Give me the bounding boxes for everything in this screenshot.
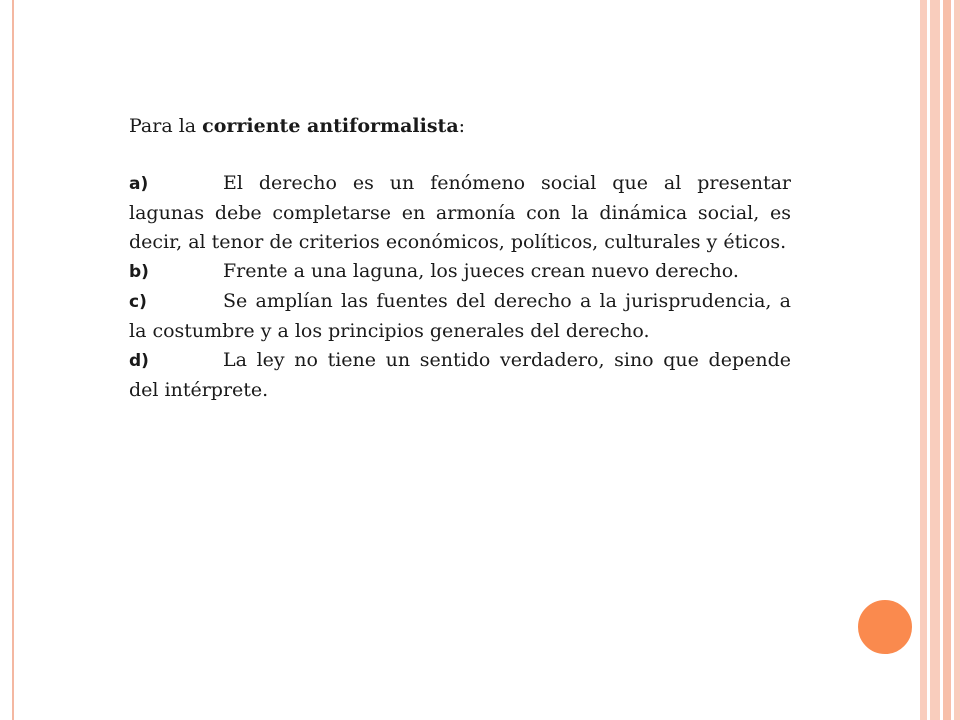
intro-bold-term: corriente antiformalista — [202, 115, 459, 137]
right-decorative-stripes — [918, 0, 960, 720]
list-item-d — [129, 346, 791, 405]
intro-prefix: Para la — [129, 115, 197, 137]
item-label: a) — [129, 174, 149, 194]
item-text: Frente a una laguna, los jueces crean nuevo derecho. — [223, 260, 739, 282]
intro-suffix: : — [458, 115, 466, 137]
item-label: d) — [129, 351, 149, 371]
item-text: Se amplían las fuentes del derecho a la jurisprudencia, a la costumbre y a los principios generales del derecho. — [129, 290, 791, 342]
list-item-a — [129, 169, 791, 257]
item-label: b) — [129, 262, 149, 282]
slide-content — [129, 112, 791, 405]
list-item-c — [129, 287, 791, 346]
item-text: El derecho es un fenómeno social que al presentar lagunas debe completarse en armonía con la dinámica social, es decir, al tenor de criterios económicos, políticos, culturales y éticos. — [129, 172, 791, 253]
list-item-b — [129, 257, 791, 287]
item-label: c) — [129, 292, 147, 312]
orange-circle-decoration — [855, 597, 915, 657]
intro-line — [129, 112, 791, 141]
left-border-rule — [12, 0, 14, 720]
item-text: La ley no tiene un sentido verdadero, sino que depende del intérprete. — [129, 349, 791, 401]
